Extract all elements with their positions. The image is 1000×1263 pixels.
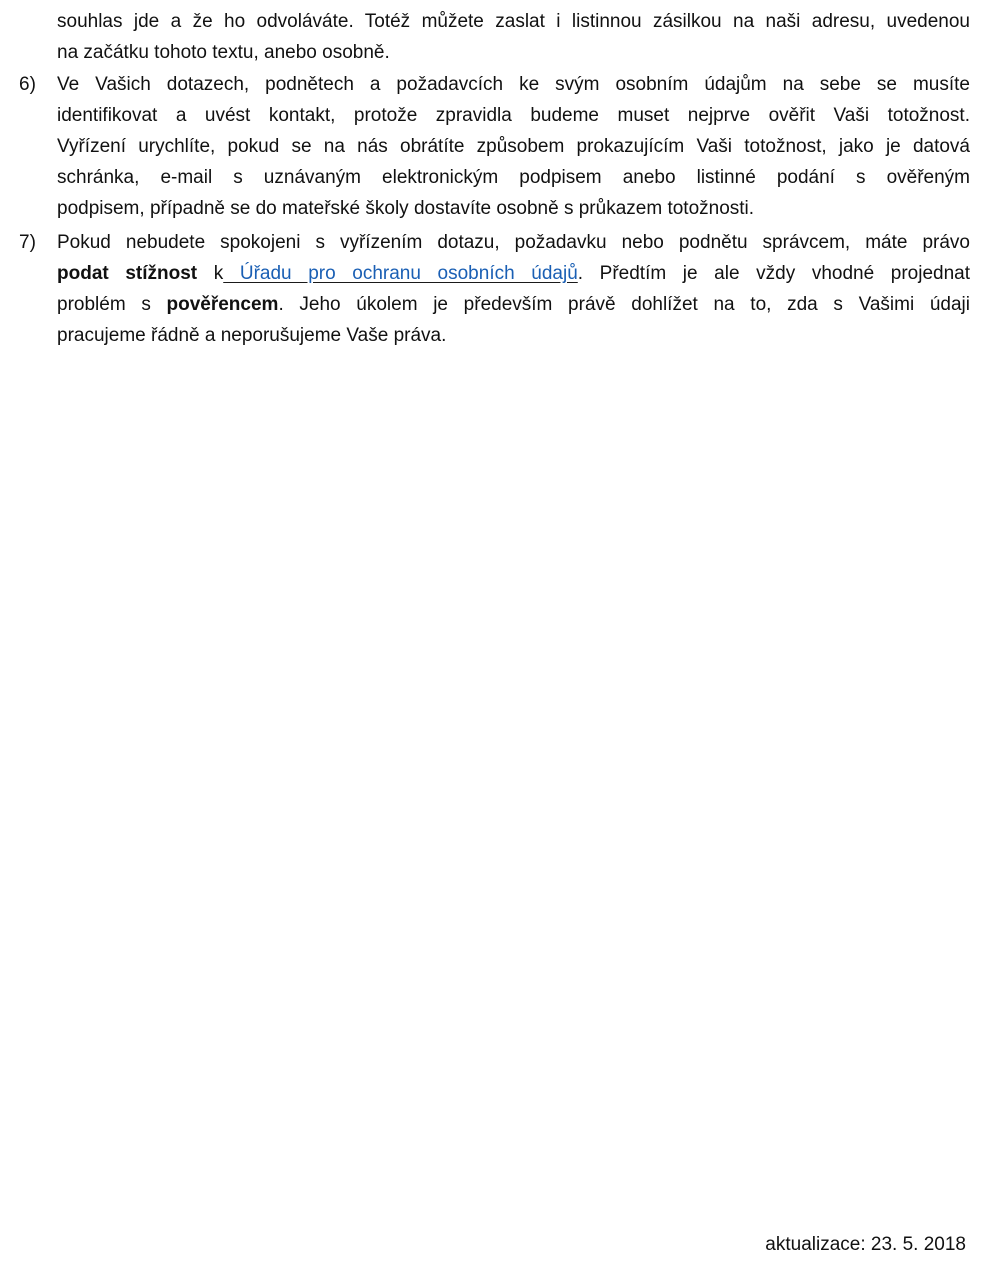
paragraph-line: schránka, e-mail s uznávaným elektronickým podpisem anebo listinné podání s ověřeným — [57, 167, 970, 188]
paragraph-line: Vyřízení urychlíte, pokud se na nás obrátíte způsobem prokazujícím Vaši totožnost, jako je datová — [57, 136, 970, 157]
list-item-paragraph — [57, 69, 970, 224]
continuation-paragraph — [57, 6, 970, 68]
paragraph-line: podpisem, případně se do mateřské školy dostavíte osobně s průkazem totožnosti. — [57, 198, 755, 219]
update-date: aktualizace: 23. 5. 2018 — [765, 1234, 966, 1255]
paragraph-line: souhlas jde a že ho odvoláváte. Totéž můžete zaslat i listinnou zásilkou na naši adresu, uvedenou — [57, 11, 970, 32]
paragraph-line — [57, 289, 970, 320]
text-segment: problém s — [57, 294, 167, 315]
list-item-number: 6) — [19, 74, 36, 95]
text-segment: . Jeho úkolem je především právě dohlížet na to, zda s Vašimi údaji — [278, 294, 970, 315]
paragraph-line: pracujeme řádně a neporušujeme Vaše práva. — [57, 325, 447, 346]
paragraph-line: Ve Vašich dotazech, podnětech a požadavcích ke svým osobním údajům na sebe se musíte — [57, 74, 970, 95]
text-segment: . Předtím je ale vždy vhodné projednat — [577, 263, 970, 284]
text-segment: k — [197, 263, 224, 284]
paragraph-line: identifikovat a uvést kontakt, protože zpravidla budeme muset nejprve ověřit Vaši totožnost. — [57, 105, 970, 126]
bold-text: podat stížnost — [57, 263, 198, 284]
list-item-number: 7) — [19, 232, 36, 253]
uoou-link[interactable]: Úřadu pro ochranu osobních údajů — [223, 263, 578, 284]
paragraph-line: na začátku tohoto textu, anebo osobně. — [57, 42, 390, 63]
list-item-paragraph — [57, 227, 970, 351]
paragraph-line: Pokud nebudete spokojeni s vyřízením dotazu, požadavku nebo podnětu správcem, máte právo — [57, 232, 970, 253]
bold-text: pověřencem — [166, 294, 279, 315]
paragraph-line-with-link — [57, 258, 970, 289]
